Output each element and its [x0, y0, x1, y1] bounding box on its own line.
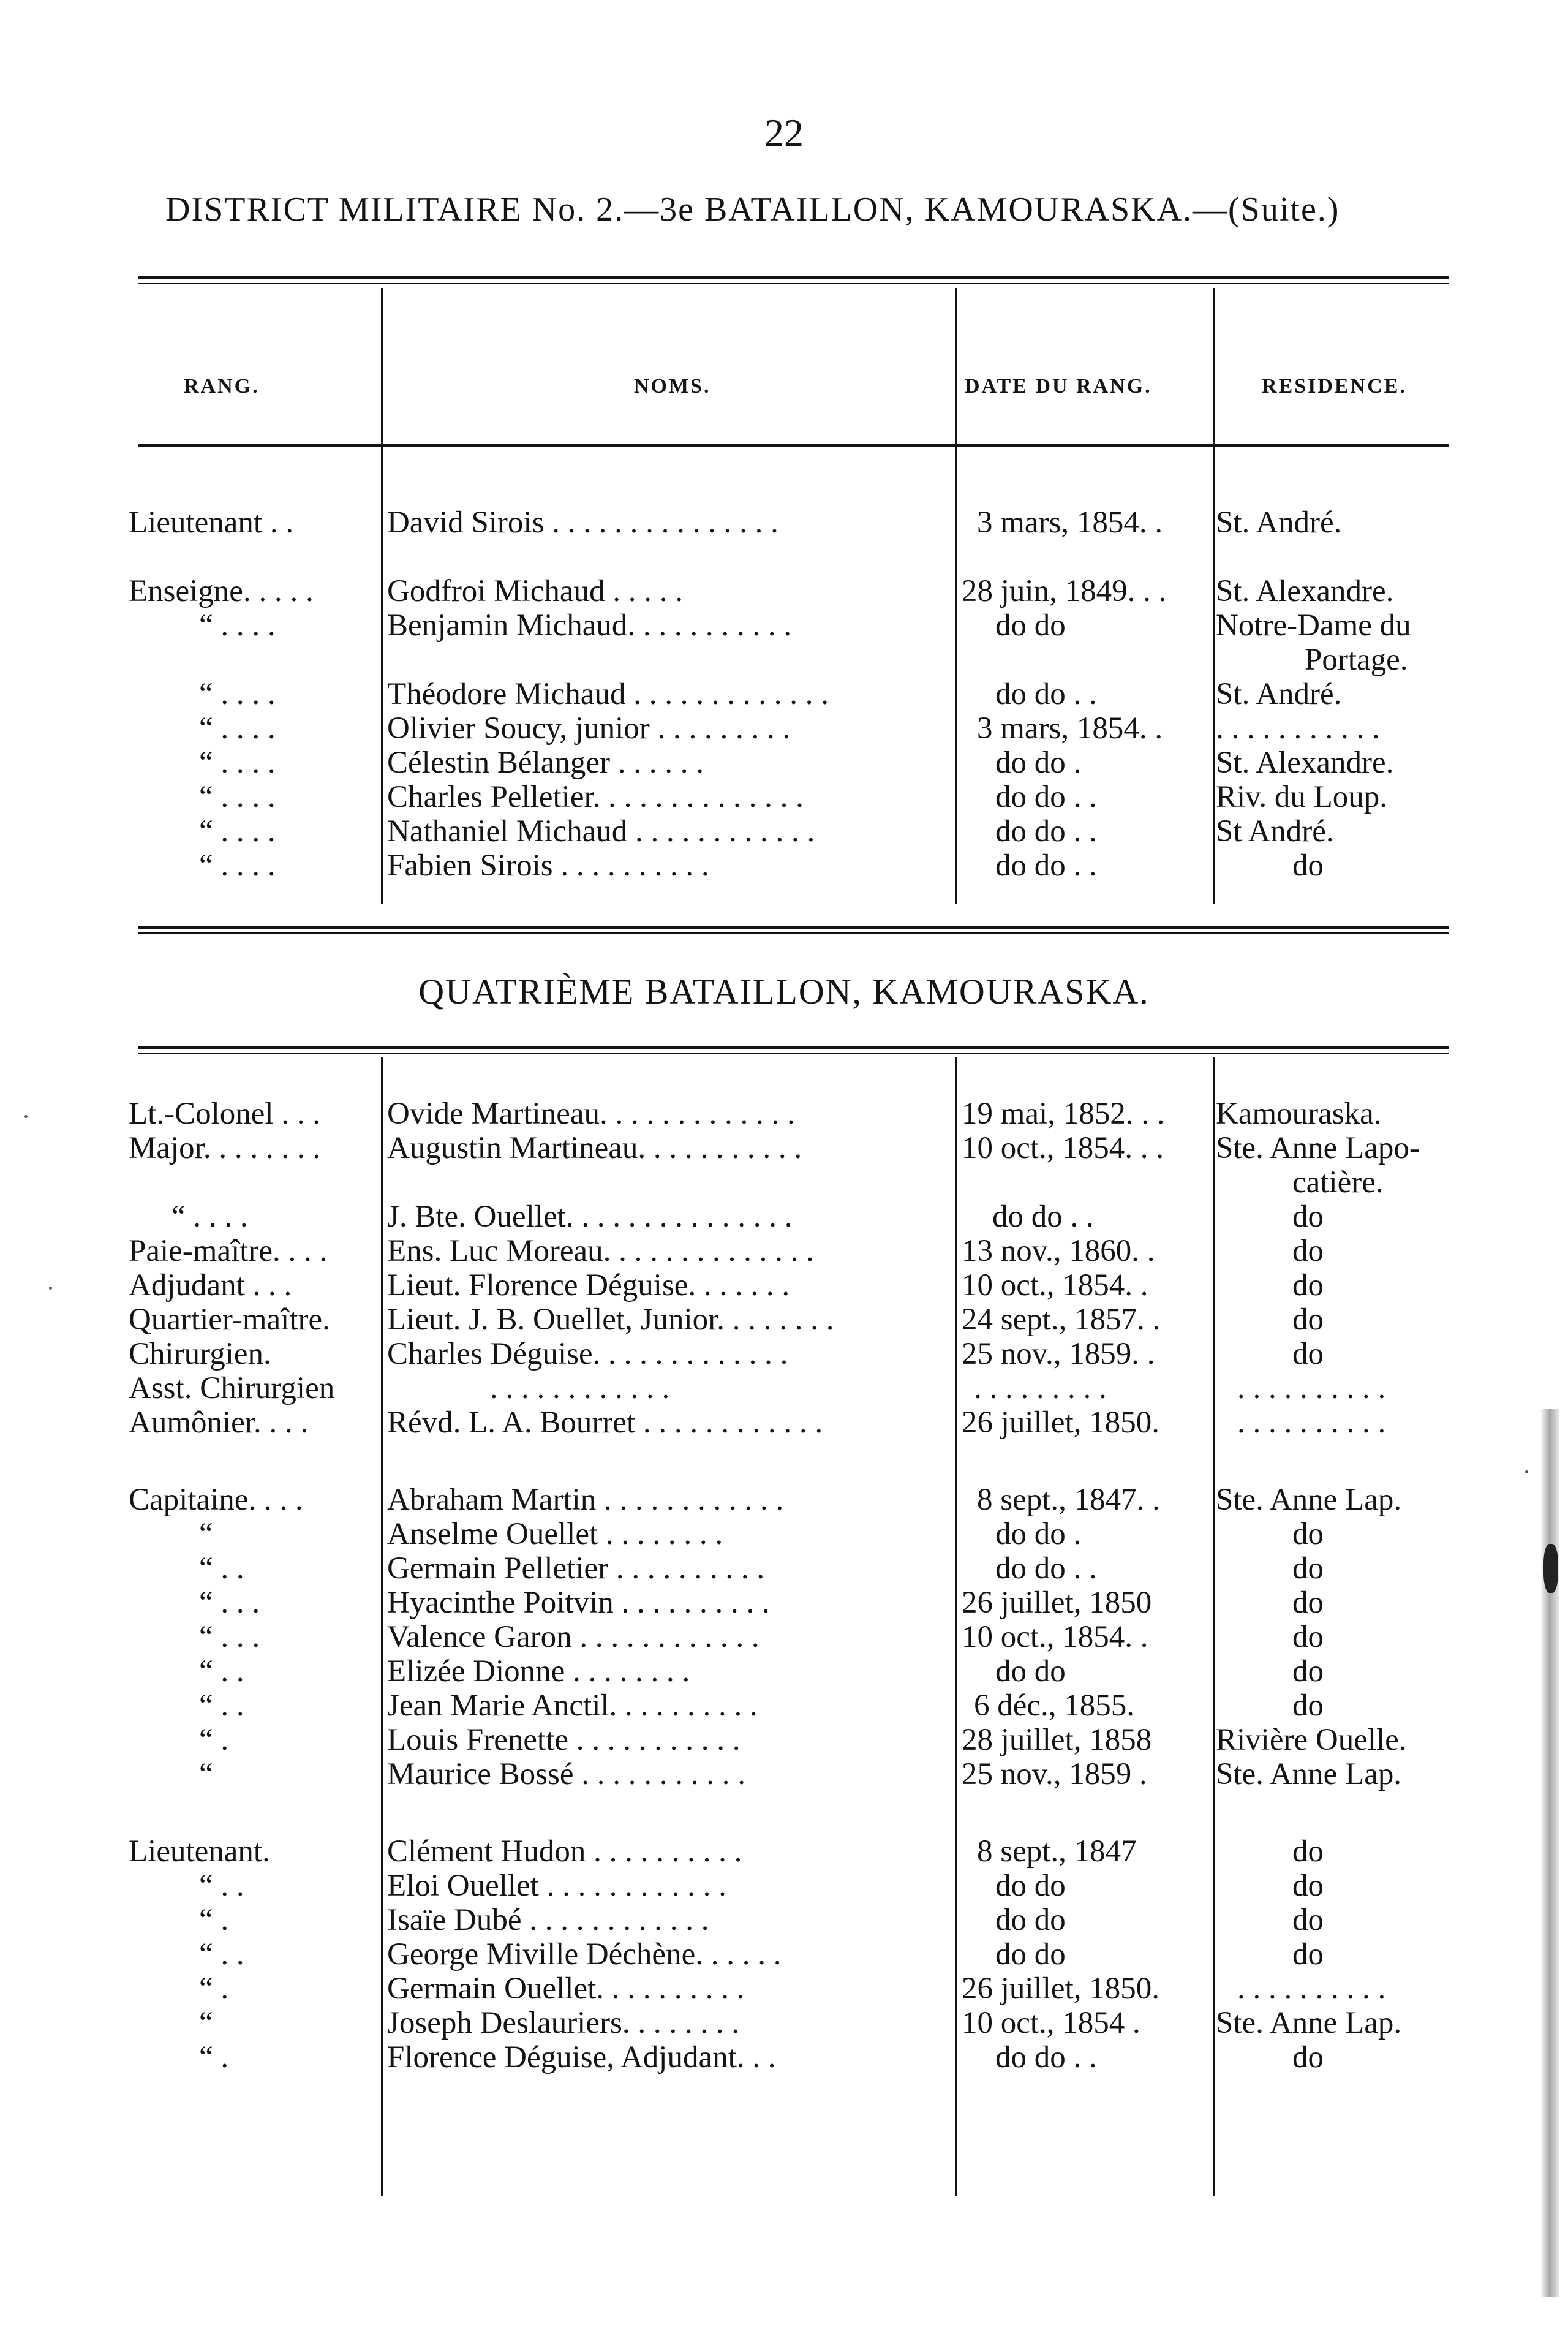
- date-cell: 28 juin, 1849. . .: [962, 574, 1167, 608]
- date-cell: 6 déc., 1855.: [974, 1688, 1135, 1723]
- table-row: [0, 1371, 1568, 1405]
- name-cell: Benjamin Michaud. . . . . . . . . . .: [387, 608, 792, 643]
- residence-cell: do: [1292, 1517, 1324, 1551]
- rank-cell: “ . . . .: [199, 608, 276, 643]
- table-row: [0, 1688, 1568, 1723]
- name-cell: Fabien Sirois . . . . . . . . . .: [387, 849, 709, 883]
- date-cell: do do .: [995, 1517, 1082, 1551]
- date-cell: 3 mars, 1854. .: [977, 505, 1163, 540]
- rank-cell: “ . . . .: [199, 780, 276, 814]
- name-cell: Maurice Bossé . . . . . . . . . . .: [387, 1757, 746, 1791]
- scan-edge-shadow: [1540, 1409, 1559, 2297]
- rank-cell: “ . . . .: [199, 677, 276, 711]
- table-row: [0, 1131, 1568, 1165]
- rank-cell: “ . .: [199, 1551, 244, 1586]
- name-cell: Germain Ouellet. . . . . . . . . .: [387, 1972, 745, 2006]
- name-cell: . . . . . . . . . . . .: [490, 1371, 670, 1405]
- top-rule-thick: [138, 276, 1449, 279]
- name-cell: Abraham Martin . . . . . . . . . . . .: [387, 1483, 784, 1517]
- date-cell: 26 juillet, 1850.: [962, 1972, 1159, 2006]
- table-row: [0, 608, 1568, 643]
- rank-cell: “ . .: [199, 1688, 244, 1723]
- date-cell: do do . .: [995, 2040, 1097, 2074]
- name-cell: Godfroi Michaud . . . . .: [387, 574, 684, 608]
- residence-cell: . . . . . . . . . .: [1237, 1405, 1386, 1440]
- section-title: QUATRIÈME BATAILLON, KAMOURASKA.: [418, 972, 1150, 1012]
- table-row: [0, 1757, 1568, 1791]
- date-cell: 28 juillet, 1858: [962, 1723, 1152, 1757]
- table-row: [0, 1303, 1568, 1337]
- rank-cell: Quartier-maître.: [129, 1303, 330, 1337]
- date-cell: do do: [995, 1937, 1066, 1972]
- rank-cell: “ . .: [199, 1937, 244, 1972]
- date-cell: do do . .: [995, 780, 1097, 814]
- name-cell: Isaïe Dubé . . . . . . . . . . . .: [387, 1903, 709, 1937]
- residence-cell: do: [1292, 1234, 1324, 1268]
- residence-cell: . . . . . . . . . .: [1237, 1972, 1386, 2006]
- name-cell: Joseph Deslauriers. . . . . . . .: [387, 2006, 740, 2040]
- residence-cell: St. Alexandre.: [1216, 574, 1394, 608]
- name-cell: Charles Déguise. . . . . . . . . . . . .: [387, 1337, 788, 1371]
- residence-cell: do: [1292, 1200, 1324, 1234]
- page-number: 22: [764, 111, 804, 154]
- residence-cell: St. André.: [1216, 505, 1342, 540]
- district-title: DISTRICT MILITAIRE No. 2.—3e BATAILLON, KAMOURASKA.—(Suite.): [165, 191, 1340, 229]
- table-row: [0, 1097, 1568, 1131]
- table-row: [0, 1903, 1568, 1937]
- name-cell: Jean Marie Anctil. . . . . . . . . .: [387, 1688, 758, 1723]
- table-row: [0, 780, 1568, 814]
- residence-cell: . . . . . . . . . . .: [1216, 711, 1380, 746]
- name-cell: Florence Déguise, Adjudant. . .: [387, 2040, 776, 2074]
- table-row: [0, 711, 1568, 746]
- date-cell: do do . .: [995, 814, 1097, 849]
- section2-rule-thick: [138, 1046, 1449, 1049]
- residence-cell: do: [1292, 1586, 1324, 1620]
- rank-cell: Capitaine. . . .: [129, 1483, 303, 1517]
- rank-cell: Aumônier. . . .: [129, 1405, 309, 1440]
- table-row: [0, 1972, 1568, 2006]
- name-cell: Augustin Martineau. . . . . . . . . . .: [387, 1131, 802, 1165]
- date-cell: 19 mai, 1852. . .: [962, 1097, 1165, 1131]
- date-cell: 3 mars, 1854. .: [977, 711, 1163, 746]
- header-date: DATE DU RANG.: [965, 375, 1152, 398]
- residence-cell: Notre-Dame du: [1216, 608, 1411, 643]
- top-rule-thin: [138, 283, 1449, 284]
- date-cell: do do .: [995, 746, 1082, 780]
- table-row: [0, 1483, 1568, 1517]
- date-cell: do do . .: [995, 677, 1097, 711]
- scan-speck: [49, 1287, 52, 1290]
- residence-cell: . . . . . . . . . .: [1237, 1371, 1386, 1405]
- rank-cell: Major. . . . . . . .: [129, 1131, 321, 1165]
- table-row: [0, 505, 1568, 540]
- scan-speck: [1525, 1470, 1528, 1473]
- name-cell: Lieut. J. B. Ouellet, Junior. . . . . . . .: [387, 1303, 834, 1337]
- table-row: [0, 677, 1568, 711]
- rank-cell: Adjudant . . .: [129, 1268, 292, 1303]
- residence-cell: Ste. Anne Lap.: [1216, 1483, 1402, 1517]
- rank-cell: “ . . . .: [172, 1200, 248, 1234]
- date-cell: 25 nov., 1859. .: [962, 1337, 1155, 1371]
- date-cell: . . . . . . . . .: [974, 1371, 1107, 1405]
- date-cell: 24 sept., 1857. .: [962, 1303, 1161, 1337]
- name-cell: Lieut. Florence Déguise. . . . . . .: [387, 1268, 790, 1303]
- rank-cell: Lt.-Colonel . . .: [129, 1097, 321, 1131]
- table-row: [0, 849, 1568, 883]
- table-row: [0, 2006, 1568, 2040]
- residence-cell: St André.: [1216, 814, 1334, 849]
- name-cell: J. Bte. Ouellet. . . . . . . . . . . . . . .: [387, 1200, 793, 1234]
- residence-cell: do: [1292, 1268, 1324, 1303]
- residence-cell: do: [1292, 1620, 1324, 1654]
- rank-cell: “ . . .: [199, 1620, 260, 1654]
- name-cell: David Sirois . . . . . . . . . . . . . . .: [387, 505, 778, 540]
- residence-cell: Rivière Ouelle.: [1216, 1723, 1407, 1757]
- date-cell: do do . .: [992, 1200, 1094, 1234]
- name-cell: Germain Pelletier . . . . . . . . . .: [387, 1551, 765, 1586]
- residence-cell: do: [1292, 1869, 1324, 1903]
- residence-cell: do: [1292, 1654, 1324, 1688]
- date-cell: do do: [995, 1869, 1066, 1903]
- rank-cell: Chirurgien.: [129, 1337, 271, 1371]
- residence-cell: Kamouraska.: [1216, 1097, 1382, 1131]
- table-row: [0, 1586, 1568, 1620]
- rank-cell: “ .: [199, 1903, 229, 1937]
- date-cell: do do . .: [995, 849, 1097, 883]
- section-rule-thin: [138, 932, 1449, 934]
- table-row: [0, 1234, 1568, 1268]
- name-cell: Eloi Ouellet . . . . . . . . . . . .: [387, 1869, 726, 1903]
- residence-cell: do: [1292, 849, 1324, 883]
- residence-cell: Ste. Anne Lap.: [1216, 1757, 1402, 1791]
- scan-speck: [1544, 1544, 1558, 1593]
- residence-cell: Ste. Anne Lapo-: [1216, 1131, 1420, 1165]
- rank-cell: “ . . .: [199, 1586, 260, 1620]
- rank-cell: “ . .: [199, 1869, 244, 1903]
- header-noms: NOMS.: [634, 375, 711, 398]
- table-row: [0, 1405, 1568, 1440]
- rank-cell: “ . . . .: [199, 711, 276, 746]
- table-row: [0, 814, 1568, 849]
- table-row: [0, 1517, 1568, 1551]
- residence-cell: St. André.: [1216, 677, 1342, 711]
- table-row: [0, 746, 1568, 780]
- rank-cell: Lieutenant . .: [129, 505, 294, 540]
- residence-cell: do: [1292, 1688, 1324, 1723]
- rank-cell: “: [199, 2006, 213, 2040]
- table-row: [0, 1200, 1568, 1234]
- table-row: [0, 1834, 1568, 1869]
- name-cell: Ens. Luc Moreau. . . . . . . . . . . . . .: [387, 1234, 814, 1268]
- header-residence: RESIDENCE.: [1262, 375, 1407, 398]
- table-row: [0, 2040, 1568, 2074]
- date-cell: 26 juillet, 1850: [962, 1586, 1152, 1620]
- rank-cell: “ .: [199, 1723, 229, 1757]
- table-row: [0, 1869, 1568, 1903]
- table-row: [0, 1654, 1568, 1688]
- scan-speck: [24, 1115, 28, 1118]
- name-cell: Valence Garon . . . . . . . . . . . .: [387, 1620, 760, 1654]
- table-row: [0, 1551, 1568, 1586]
- name-cell: George Miville Déchène. . . . . .: [387, 1937, 782, 1972]
- residence-cell: do: [1292, 1337, 1324, 1371]
- rank-cell: Asst. Chirurgien: [129, 1371, 335, 1405]
- residence-cell: do: [1292, 1903, 1324, 1937]
- name-cell: Nathaniel Michaud . . . . . . . . . . . .: [387, 814, 815, 849]
- table-row: [0, 1723, 1568, 1757]
- rank-cell: Paie-maître. . . .: [129, 1234, 328, 1268]
- table-row: [0, 1937, 1568, 1972]
- residence-cell: do: [1292, 1834, 1324, 1869]
- rank-cell: “ .: [199, 2040, 229, 2074]
- date-cell: do do . .: [995, 1551, 1097, 1586]
- name-cell: Louis Frenette . . . . . . . . . . .: [387, 1723, 741, 1757]
- section2-rule-thin: [138, 1053, 1449, 1054]
- rank-cell: “: [199, 1517, 213, 1551]
- rank-cell: “ . . . .: [199, 746, 276, 780]
- date-cell: 10 oct., 1854. .: [962, 1620, 1148, 1654]
- name-cell: Révd. L. A. Bourret . . . . . . . . . . . .: [387, 1405, 823, 1440]
- residence-continuation: catière.: [1292, 1165, 1384, 1200]
- date-cell: 10 oct., 1854. . .: [962, 1131, 1164, 1165]
- date-cell: 26 juillet, 1850.: [962, 1405, 1159, 1440]
- name-cell: Elizée Dionne . . . . . . . .: [387, 1654, 690, 1688]
- header-rule: [138, 444, 1449, 447]
- table-row: [0, 1620, 1568, 1654]
- table-row: [0, 574, 1568, 608]
- name-cell: Clément Hudon . . . . . . . . . .: [387, 1834, 742, 1869]
- name-cell: Ovide Martineau. . . . . . . . . . . . .: [387, 1097, 795, 1131]
- name-cell: Olivier Soucy, junior . . . . . . . . .: [387, 711, 791, 746]
- rank-cell: “: [199, 1757, 213, 1791]
- rank-cell: “ . . . .: [199, 849, 276, 883]
- residence-cell: do: [1292, 1937, 1324, 1972]
- residence-cell: do: [1292, 2040, 1324, 2074]
- residence-cell: Ste. Anne Lap.: [1216, 2006, 1402, 2040]
- name-cell: Anselme Ouellet . . . . . . . .: [387, 1517, 723, 1551]
- residence-cell: do: [1292, 1551, 1324, 1586]
- residence-cell: do: [1292, 1303, 1324, 1337]
- date-cell: 8 sept., 1847: [977, 1834, 1137, 1869]
- section-rule-thick: [138, 926, 1449, 929]
- rank-cell: “ .: [199, 1972, 229, 2006]
- date-cell: 10 oct., 1854 .: [962, 2006, 1140, 2040]
- name-cell: Charles Pelletier. . . . . . . . . . . . . .: [387, 780, 804, 814]
- date-cell: 10 oct., 1854. .: [962, 1268, 1148, 1303]
- rank-cell: Lieutenant.: [129, 1834, 270, 1869]
- name-cell: Théodore Michaud . . . . . . . . . . . . .: [387, 677, 829, 711]
- date-cell: 25 nov., 1859 .: [962, 1757, 1147, 1791]
- date-cell: do do: [995, 1903, 1066, 1937]
- residence-cell: Riv. du Loup.: [1216, 780, 1388, 814]
- date-cell: do do: [995, 608, 1066, 643]
- residence-cell: St. Alexandre.: [1216, 746, 1394, 780]
- rank-cell: Enseigne. . . . .: [129, 574, 314, 608]
- header-rang: RANG.: [184, 375, 260, 398]
- table-row: [0, 1337, 1568, 1371]
- rank-cell: “ . . . .: [199, 814, 276, 849]
- date-cell: do do: [995, 1654, 1066, 1688]
- rank-cell: “ . .: [199, 1654, 244, 1688]
- name-cell: Hyacinthe Poitvin . . . . . . . . . .: [387, 1586, 770, 1620]
- date-cell: 13 nov., 1860. .: [962, 1234, 1155, 1268]
- table-row: [0, 1268, 1568, 1303]
- date-cell: 8 sept., 1847. .: [977, 1483, 1160, 1517]
- name-cell: Célestin Bélanger . . . . . .: [387, 746, 704, 780]
- residence-continuation: Portage.: [1305, 643, 1408, 677]
